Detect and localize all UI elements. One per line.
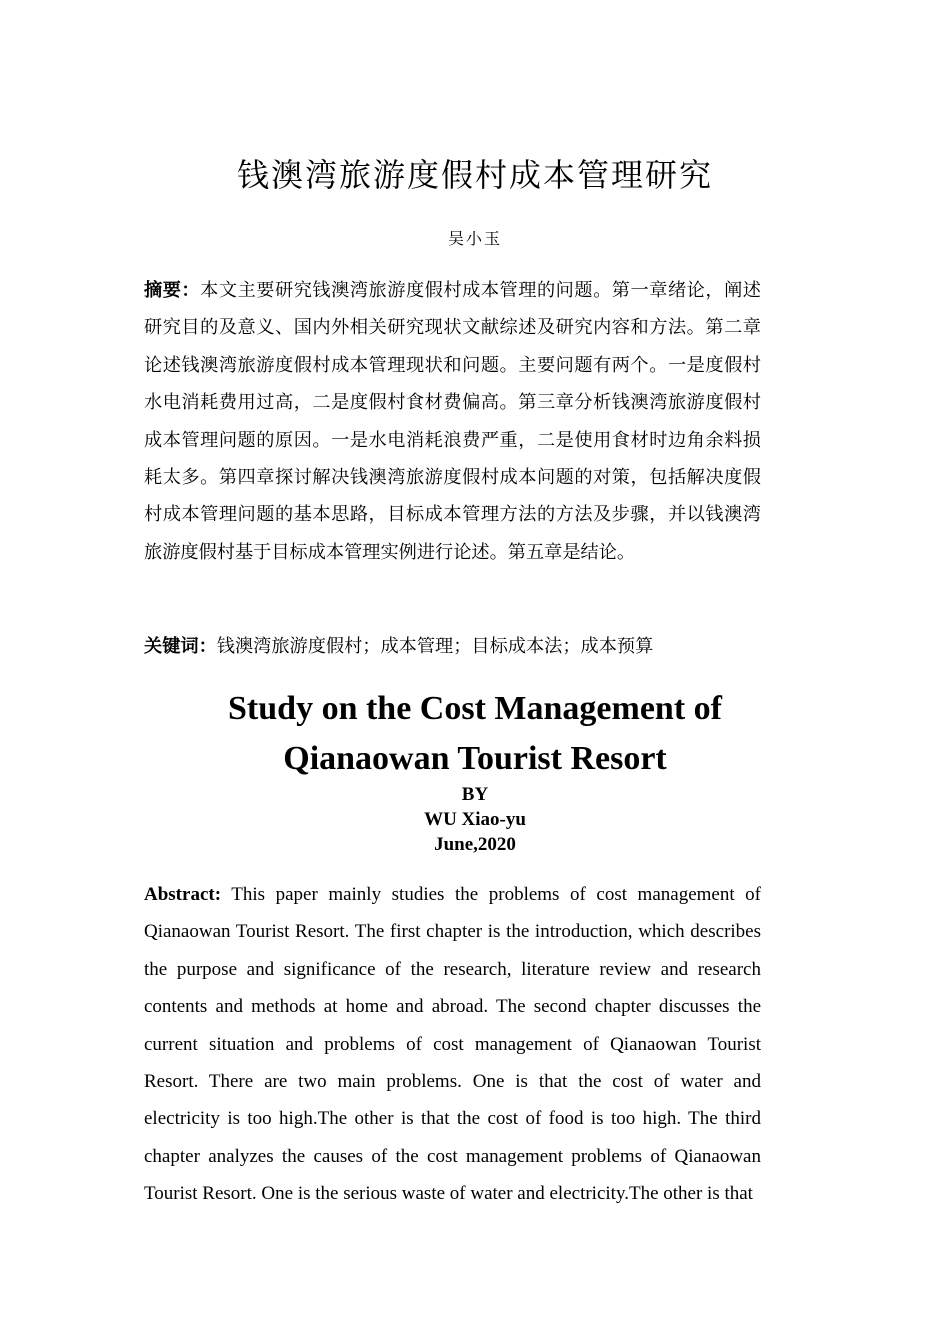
english-abstract-label: Abstract: [144, 884, 222, 905]
chinese-abstract [144, 272, 761, 571]
english-byline [0, 782, 950, 857]
english-by: BY [461, 784, 489, 805]
english-title-line-1: Study on the Cost Management of [228, 690, 722, 727]
english-title [0, 684, 950, 784]
chinese-author: 吴小玉 [447, 229, 502, 248]
english-author: WU Xiao-yu [424, 809, 526, 830]
english-date: June,2020 [434, 834, 516, 855]
chinese-title: 钱澳湾旅游度假村成本管理研究 [236, 156, 713, 194]
english-title-line-2: Qianaowan Tourist Resort [283, 740, 667, 777]
chinese-abstract-label: 摘要： [144, 280, 201, 301]
english-abstract [144, 876, 761, 1213]
chinese-keywords-label: 关键词： [144, 636, 217, 657]
chinese-abstract-text: 本文主要研究钱澳湾旅游度假村成本管理的问题。第一章绪论，阐述研究目的及意义、国内外相关研究现状文献综述及研究内容和方法。第二章论述钱澳湾旅游度假村成本管理现状和问题。主要问题有两个。一是度假村水电消耗费用过高，二是度假村食材费偏高。第三章分析钱澳湾旅游度假村成本管理问题的原因。一是水电消耗浪费严重，二是使用食材时边角余料损耗太多。第四章探讨解决钱澳湾旅游度假村成本问题的对策，包括解决度假村成本管理问题的基本思路，目标成本管理方法的方法及步骤，并以钱澳湾旅游度假村基于目标成本管理实例进行论述。第五章是结论。 [144, 280, 761, 563]
english-abstract-text: This paper mainly studies the problems of cost management of Qianaowan Tourist Resort. The first chapter is the introduction, which describes the purpose and significance of the research, literature review and research contents and methods at home and abroad. The second chapter discusses the current situation and problems of cost management of Qianaowan Tourist Resort. There are two main problems. One is that the cost of water and electricity is too high.The other is that the cost of food is too high. The third chapter analyzes the causes of the cost management problems of Qianaowan Tourist Resort. One is the serious waste of water and electricity.The other is that [144, 884, 761, 1205]
chinese-keywords-text: 钱澳湾旅游度假村；成本管理；目标成本法；成本预算 [216, 636, 654, 657]
chinese-keywords [144, 630, 761, 664]
